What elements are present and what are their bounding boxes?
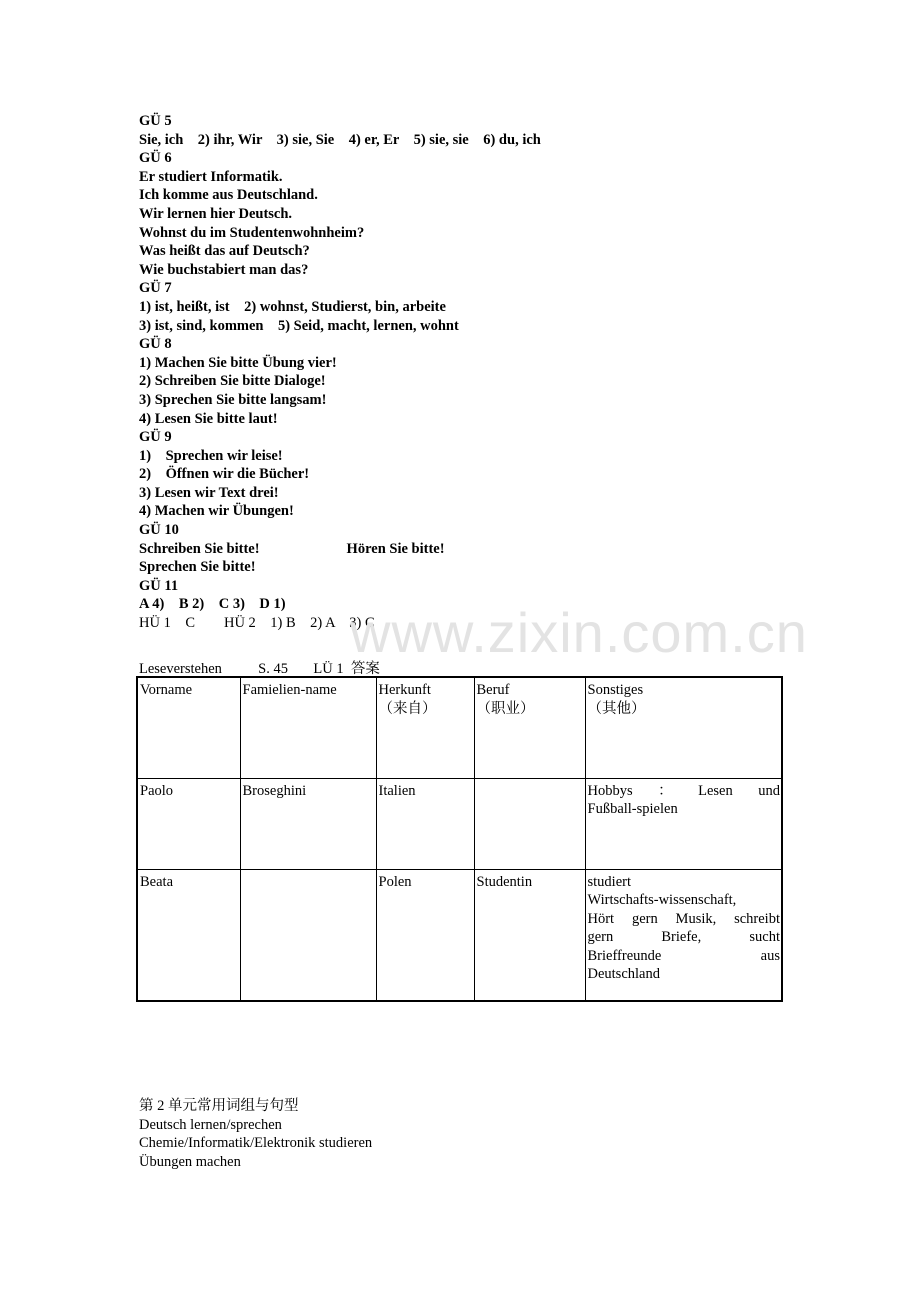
header-main: Herkunft xyxy=(378,682,431,698)
header-sub: （职业） xyxy=(476,700,535,717)
answer-line: GÜ 10 xyxy=(139,522,179,539)
header-cell: Vorname xyxy=(137,677,240,778)
answer-line: 3) Lesen wir Text drei! xyxy=(139,484,279,501)
header-sub: （其他） xyxy=(587,700,646,717)
answer-line: Schreiben Sie bitte! Hören Sie bitte! xyxy=(139,540,445,557)
answer-line: 2) Öffnen wir die Bücher! xyxy=(139,466,310,483)
header-cell: Famielien-name xyxy=(240,677,376,778)
unit-title: 第 2 单元常用词组与句型 xyxy=(139,1098,299,1114)
table-cell xyxy=(585,778,782,869)
watermark: www.zixin.com.cn xyxy=(350,601,808,664)
phrase-line: Deutsch lernen/sprechen xyxy=(139,1116,282,1133)
table-cell xyxy=(585,869,782,1001)
hoeren-answer-line: HÜ 1 C HÜ 2 1) B 2) A 3) C xyxy=(139,615,375,632)
answer-line: Sprechen Sie bitte! xyxy=(139,559,256,576)
cell-line: Deutschland xyxy=(587,966,660,983)
answer-line: Er studiert Informatik. xyxy=(139,168,283,185)
table-cell: Studentin xyxy=(474,869,585,1001)
cell-line: Brieffreunde aus xyxy=(587,947,780,964)
table-header-row xyxy=(137,677,782,778)
cell-line: Wirtschafts-wissenschaft, xyxy=(587,892,737,909)
answer-line: 2) Schreiben Sie bitte Dialoge! xyxy=(139,373,326,390)
header-main: Beruf xyxy=(476,682,510,698)
answer-line: Wohnst du im Studentenwohnheim? xyxy=(139,224,365,241)
answer-line: 1) Sprechen wir leise! xyxy=(139,447,283,464)
answer-line: 4) Machen wir Übungen! xyxy=(139,503,294,520)
answer-line: Ich komme aus Deutschland. xyxy=(139,187,318,204)
phrase-line: Chemie/Informatik/Elektronik studieren xyxy=(139,1135,373,1152)
answer-line: 3) ist, sind, kommen 5) Seid, macht, lernen, wohnt xyxy=(139,317,459,334)
answer-line: Wir lernen hier Deutsch. xyxy=(139,205,293,222)
table-cell xyxy=(240,869,376,1001)
answer-line: 1) ist, heißt, ist 2) wohnst, Studierst, bin, arbeite xyxy=(139,298,446,315)
table-cell: Italien xyxy=(376,778,474,869)
unit-phrases xyxy=(139,1097,372,1171)
table-row xyxy=(137,778,782,869)
answer-line: GÜ 5 xyxy=(139,113,172,129)
header-cell xyxy=(474,677,585,778)
answer-line: Wie buchstabiert man das? xyxy=(139,261,309,278)
answer-line: GÜ 9 xyxy=(139,429,172,446)
answer-line: GÜ 8 xyxy=(139,336,172,353)
table-row xyxy=(137,869,782,1001)
header-cell xyxy=(585,677,782,778)
answer-line: Sie, ich 2) ihr, Wir 3) sie, Sie 4) er, Er 5) sie, sie 6) du, ich xyxy=(139,131,541,148)
answer-line: A 4) B 2) C 3) D 1) xyxy=(139,596,286,613)
cell-line: gern Briefe, sucht xyxy=(587,929,780,946)
table-cell xyxy=(474,778,585,869)
header-main: Sonstiges xyxy=(587,682,644,698)
cell-line: Hört gern Musik, schreibt xyxy=(587,910,780,927)
answer-line: GÜ 6 xyxy=(139,150,172,167)
reading-answer-table xyxy=(136,676,783,1002)
table-cell: Broseghini xyxy=(240,778,376,869)
header-sub: （来自） xyxy=(378,700,437,717)
table-cell: Beata xyxy=(137,869,240,1001)
table-cell: Paolo xyxy=(137,778,240,869)
table-cell: Polen xyxy=(376,869,474,1001)
cell-line: Hobbys ： Lesen und xyxy=(587,782,780,799)
answer-key xyxy=(139,112,779,633)
header-cell xyxy=(376,677,474,778)
cell-line: studiert xyxy=(587,873,631,890)
phrase-line: Übungen machen xyxy=(139,1153,241,1170)
answer-line: GÜ 11 xyxy=(139,577,179,594)
answer-line: Was heißt das auf Deutsch? xyxy=(139,243,310,260)
cell-line: Fußball-spielen xyxy=(587,801,678,818)
answer-line: 3) Sprechen Sie bitte langsam! xyxy=(139,391,327,408)
answer-line: GÜ 7 xyxy=(139,280,172,297)
answer-line: 4) Lesen Sie bitte laut! xyxy=(139,410,278,427)
table-caption: Leseverstehen S. 45 LÜ 1 答案 xyxy=(139,661,380,677)
answer-line: 1) Machen Sie bitte Übung vier! xyxy=(139,354,337,371)
